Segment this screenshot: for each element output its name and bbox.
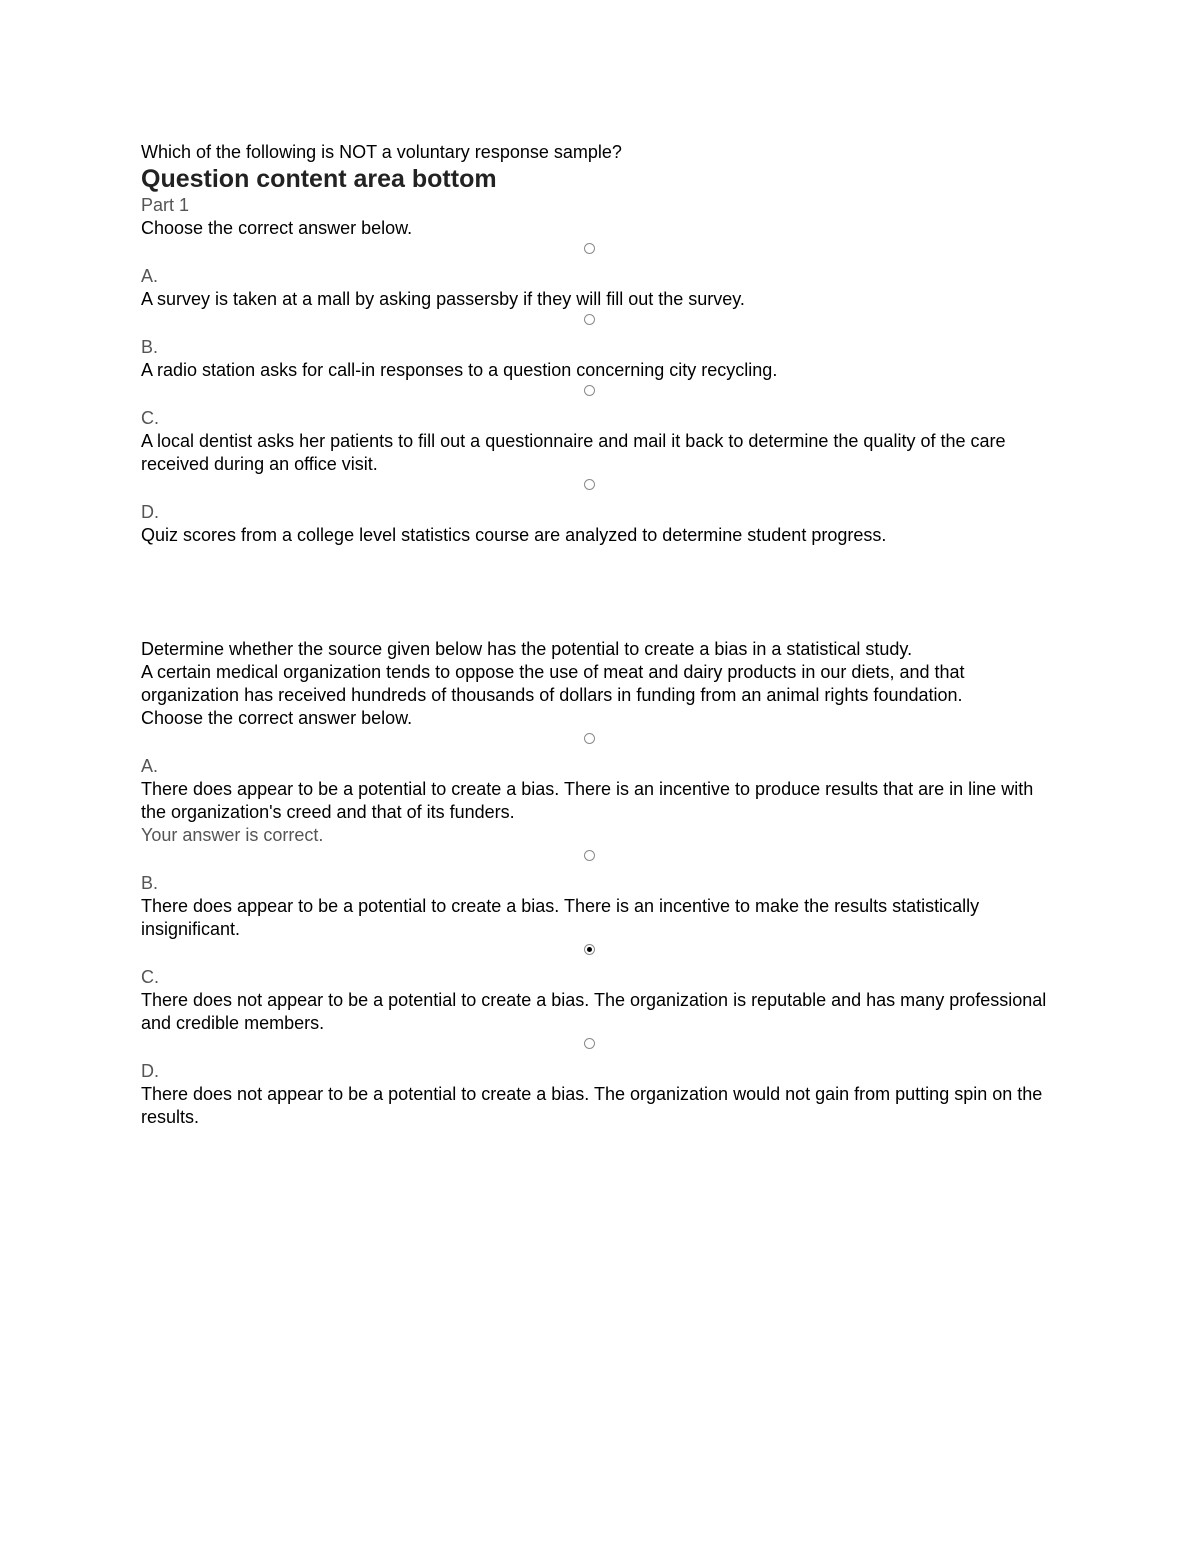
option-c-text[interactable]: A local dentist asks her patients to fill out a questionnaire and mail it back to determine the quality of the care received during an office visit. [141,431,1006,474]
option-a-radio[interactable] [584,243,595,254]
question-2-scenario: A certain medical organization tends to oppose the use of meat and dairy products in our diets, and that organization has received hundreds of thousands of dollars in funding from an animal rights foundation. [141,662,965,705]
option-a-letter: A. [141,266,159,286]
option-c-letter: C. [141,408,159,428]
q2-option-a-letter: A. [141,756,159,776]
option-c-radio[interactable] [584,385,595,396]
option-b-radio-row [141,311,1061,336]
q2-option-b-radio[interactable] [584,850,595,861]
option-b-text[interactable]: A radio station asks for call-in responses to a question concerning city recycling. [141,360,778,380]
option-c-radio-row [141,382,1061,407]
option-a-radio-row [141,240,1061,265]
option-b-radio[interactable] [584,314,595,325]
q2-option-b-radio-row [141,847,1061,872]
q2-option-c-radio-row [141,941,1061,966]
option-a-text[interactable]: A survey is taken at a mall by asking passersby if they will fill out the survey. [141,289,745,309]
question-1-instruction: Choose the correct answer below. [141,218,413,238]
q2-option-d-radio-row [141,1035,1061,1060]
question-1-prompt: Which of the following is NOT a voluntary response sample? [141,142,622,162]
q2-option-d-radio[interactable] [584,1038,595,1049]
option-d-radio-row [141,476,1061,501]
q2-option-d-text[interactable]: There does not appear to be a potential to create a bias. The organization would not gain from putting spin on the results. [141,1084,1043,1127]
q2-option-c-radio-selected[interactable] [584,944,595,955]
q2-option-b-letter: B. [141,873,159,893]
q2-option-d-letter: D. [141,1061,159,1081]
option-d-text[interactable]: Quiz scores from a college level statistics course are analyzed to determine student progress. [141,525,887,545]
q2-option-b-text[interactable]: There does appear to be a potential to create a bias. There is an incentive to make the results statistically insignificant. [141,896,980,939]
q2-option-a-radio-row [141,730,1061,755]
q2-option-a-radio[interactable] [584,733,595,744]
question-2-prompt: Determine whether the source given below has the potential to create a bias in a statistical study. [141,639,913,659]
question-1 [141,141,1061,547]
answer-feedback: Your answer is correct. [141,825,324,845]
section-spacer [141,547,1061,638]
option-d-radio[interactable] [584,479,595,490]
question-2 [141,638,1061,1129]
q2-option-c-text[interactable]: There does not appear to be a potential to create a bias. The organization is reputable and has many professional and credible members. [141,990,1047,1033]
part-label: Part 1 [141,195,190,215]
quiz-page [141,141,1061,1129]
q2-option-a-text[interactable]: There does appear to be a potential to create a bias. There is an incentive to produce results that are in line with the organization's creed and that of its funders. [141,779,1034,822]
question-content-heading: Question content area bottom [141,165,497,193]
option-b-letter: B. [141,337,159,357]
option-d-letter: D. [141,502,159,522]
q2-option-c-letter: C. [141,967,159,987]
question-2-instruction: Choose the correct answer below. [141,708,413,728]
